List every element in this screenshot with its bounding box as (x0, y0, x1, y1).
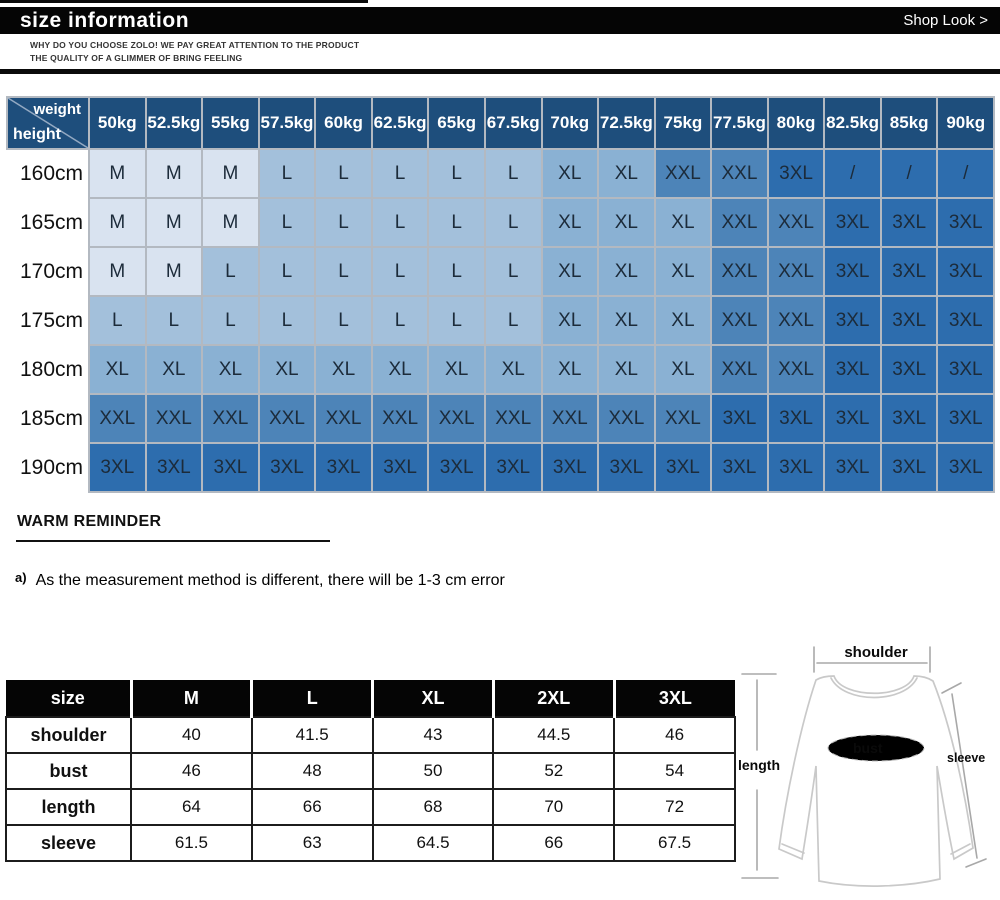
size-chart-row (7, 296, 994, 345)
measurement-value: 66 (252, 789, 373, 825)
size-chart-row (7, 345, 994, 394)
weight-header: 52.5kg (146, 97, 203, 149)
measurement-value: 43 (373, 717, 494, 753)
height-label: 160cm (7, 149, 89, 198)
tagline-line-1: WHY DO YOU CHOOSE ZOLO! WE PAY GREAT ATTENTION TO THE PRODUCT (30, 40, 360, 50)
measurement-row (6, 753, 735, 789)
weight-header: 90kg (937, 97, 994, 149)
size-cell: XXL (655, 149, 712, 198)
height-label: 190cm (7, 443, 89, 492)
size-cell: L (485, 198, 542, 247)
measurement-value: 64.5 (373, 825, 494, 861)
diagram-label-shoulder: shoulder (844, 644, 908, 661)
size-cell: M (146, 149, 203, 198)
size-cell: XXL (315, 394, 372, 443)
size-cell: 3XL (881, 345, 938, 394)
size-cell: XL (655, 247, 712, 296)
height-label: 185cm (7, 394, 89, 443)
note-marker: a) (15, 570, 27, 585)
weight-header: 50kg (89, 97, 146, 149)
size-cell: 3XL (824, 443, 881, 492)
measurement-row-label: shoulder (6, 717, 131, 753)
size-chart-row (7, 394, 994, 443)
size-cell: XXL (711, 198, 768, 247)
measurement-value: 46 (614, 717, 735, 753)
size-cell: / (937, 149, 994, 198)
measurement-value: 68 (373, 789, 494, 825)
weight-header: 75kg (655, 97, 712, 149)
height-label: 180cm (7, 345, 89, 394)
size-cell: XL (655, 198, 712, 247)
measurement-column-header: size (6, 680, 131, 717)
size-cell: XXL (202, 394, 259, 443)
size-cell: 3XL (824, 394, 881, 443)
size-cell: XXL (768, 296, 825, 345)
size-cell: M (146, 198, 203, 247)
size-cell: / (881, 149, 938, 198)
size-cell: L (259, 296, 316, 345)
height-label: 175cm (7, 296, 89, 345)
weight-header: 72.5kg (598, 97, 655, 149)
size-cell: XL (542, 296, 599, 345)
measurement-row (6, 789, 735, 825)
measurement-column-header: XL (373, 680, 494, 717)
size-cell: L (259, 198, 316, 247)
size-cell: XL (542, 149, 599, 198)
weight-header: 85kg (881, 97, 938, 149)
size-cell: XXL (711, 247, 768, 296)
size-cell: L (428, 149, 485, 198)
measurement-value: 66 (493, 825, 614, 861)
size-cell: 3XL (315, 443, 372, 492)
size-cell: XL (428, 345, 485, 394)
size-cell: XXL (711, 149, 768, 198)
top-strip (0, 0, 368, 3)
size-cell: 3XL (824, 296, 881, 345)
weight-header: 82.5kg (824, 97, 881, 149)
size-cell: 3XL (89, 443, 146, 492)
measurement-column-header: 3XL (614, 680, 735, 717)
measurement-value: 44.5 (493, 717, 614, 753)
size-cell: L (259, 149, 316, 198)
size-cell: L (259, 247, 316, 296)
size-chart-header-row (7, 97, 994, 149)
size-chart-row (7, 198, 994, 247)
size-cell: 3XL (768, 443, 825, 492)
size-cell: 3XL (937, 198, 994, 247)
measurement-row-label: bust (6, 753, 131, 789)
measurement-value: 63 (252, 825, 373, 861)
weight-height-corner-cell (7, 97, 89, 149)
size-cell: 3XL (881, 296, 938, 345)
weight-header: 77.5kg (711, 97, 768, 149)
measurement-value: 61.5 (131, 825, 252, 861)
measurement-column-header: M (131, 680, 252, 717)
weight-header: 62.5kg (372, 97, 429, 149)
size-cell: XXL (768, 247, 825, 296)
measurement-value: 67.5 (614, 825, 735, 861)
size-cell: 3XL (428, 443, 485, 492)
size-cell: L (146, 296, 203, 345)
size-cell: L (315, 198, 372, 247)
size-cell: L (202, 247, 259, 296)
size-cell: XXL (711, 296, 768, 345)
size-cell: M (202, 149, 259, 198)
size-cell: L (372, 198, 429, 247)
weight-header: 67.5kg (485, 97, 542, 149)
measurement-value: 48 (252, 753, 373, 789)
size-cell: L (372, 296, 429, 345)
size-cell: 3XL (937, 394, 994, 443)
size-cell: M (89, 149, 146, 198)
weight-header: 80kg (768, 97, 825, 149)
size-cell: XL (89, 345, 146, 394)
size-cell: XL (655, 296, 712, 345)
size-cell: 3XL (824, 198, 881, 247)
measurement-value: 46 (131, 753, 252, 789)
size-cell: XL (146, 345, 203, 394)
size-cell: XXL (542, 394, 599, 443)
size-cell: 3XL (937, 296, 994, 345)
size-cell: L (315, 149, 372, 198)
measurement-row-label: sleeve (6, 825, 131, 861)
size-cell: L (428, 247, 485, 296)
size-chart-row (7, 247, 994, 296)
size-cell: M (146, 247, 203, 296)
size-cell: L (372, 247, 429, 296)
shop-look-link[interactable]: Shop Look > (903, 12, 988, 29)
size-cell: XXL (768, 198, 825, 247)
size-cell: XL (372, 345, 429, 394)
size-cell: 3XL (937, 247, 994, 296)
size-cell: XL (598, 149, 655, 198)
measurements-header-row (6, 680, 735, 717)
size-chart-row (7, 149, 994, 198)
size-cell: XXL (259, 394, 316, 443)
tagline (30, 39, 359, 65)
diagram-label-bust: bust (853, 740, 883, 756)
size-cell: 3XL (598, 443, 655, 492)
size-cell: XL (598, 247, 655, 296)
reminder-note (15, 570, 505, 590)
measurement-value: 52 (493, 753, 614, 789)
size-cell: M (89, 247, 146, 296)
size-cell: 3XL (881, 247, 938, 296)
warm-reminder-title: WARM REMINDER (17, 513, 162, 530)
size-chart-row (7, 443, 994, 492)
size-cell: XL (598, 296, 655, 345)
size-cell: XL (315, 345, 372, 394)
height-label: 170cm (7, 247, 89, 296)
size-cell: 3XL (711, 394, 768, 443)
size-cell: XXL (655, 394, 712, 443)
page-title: size information (20, 8, 190, 32)
measurements-table (5, 680, 736, 862)
measurement-value: 70 (493, 789, 614, 825)
weight-header: 70kg (542, 97, 599, 149)
size-chart-header (7, 97, 994, 149)
size-cell: 3XL (372, 443, 429, 492)
measurement-value: 40 (131, 717, 252, 753)
size-cell: L (315, 296, 372, 345)
size-cell: L (428, 198, 485, 247)
measurement-value: 50 (373, 753, 494, 789)
size-cell: XXL (146, 394, 203, 443)
diagram-label-length: length (738, 757, 780, 773)
size-cell: XL (485, 345, 542, 394)
size-cell: XXL (89, 394, 146, 443)
size-cell: 3XL (937, 443, 994, 492)
size-cell: 3XL (202, 443, 259, 492)
size-chart-table (6, 96, 995, 493)
size-cell: 3XL (655, 443, 712, 492)
weight-header: 65kg (428, 97, 485, 149)
section-divider (0, 69, 1000, 74)
size-cell: 3XL (768, 149, 825, 198)
size-cell: XL (598, 198, 655, 247)
title-bar (0, 7, 1000, 34)
size-cell: 3XL (824, 247, 881, 296)
size-cell: XXL (485, 394, 542, 443)
corner-height-label: height (13, 126, 61, 143)
size-cell: L (428, 296, 485, 345)
measurements-header (6, 680, 735, 717)
measurement-value: 64 (131, 789, 252, 825)
measurement-row (6, 717, 735, 753)
size-cell: 3XL (146, 443, 203, 492)
size-cell: 3XL (711, 443, 768, 492)
weight-header: 60kg (315, 97, 372, 149)
size-cell: XL (259, 345, 316, 394)
size-cell: 3XL (485, 443, 542, 492)
size-cell: M (202, 198, 259, 247)
size-cell: L (485, 296, 542, 345)
size-cell: 3XL (768, 394, 825, 443)
corner-weight-label: weight (33, 101, 81, 118)
weight-header: 57.5kg (259, 97, 316, 149)
size-cell: L (372, 149, 429, 198)
size-cell: XL (542, 198, 599, 247)
size-cell: XL (542, 345, 599, 394)
size-cell: L (89, 296, 146, 345)
height-label: 165cm (7, 198, 89, 247)
measurement-value: 54 (614, 753, 735, 789)
diagram-label-sleeve: sleeve (947, 751, 986, 765)
size-cell: XL (542, 247, 599, 296)
size-cell: XXL (428, 394, 485, 443)
size-cell: 3XL (937, 345, 994, 394)
measurement-value: 72 (614, 789, 735, 825)
size-chart-body (7, 149, 994, 492)
size-cell: L (202, 296, 259, 345)
size-cell: L (485, 247, 542, 296)
size-cell: 3XL (881, 443, 938, 492)
size-cell: 3XL (881, 394, 938, 443)
note-text: As the measurement method is different, there will be 1-3 cm error (35, 572, 505, 589)
size-cell: XL (655, 345, 712, 394)
size-cell: M (89, 198, 146, 247)
tagline-line-2: THE QUALITY OF A GLIMMER OF BRING FEELING (30, 53, 243, 64)
size-cell: 3XL (881, 198, 938, 247)
size-cell: L (485, 149, 542, 198)
measurement-column-header: 2XL (493, 680, 614, 717)
measurement-row (6, 825, 735, 861)
weight-header: 55kg (202, 97, 259, 149)
measurement-value: 41.5 (252, 717, 373, 753)
size-cell: XXL (598, 394, 655, 443)
size-cell: XL (202, 345, 259, 394)
warm-reminder-underline (16, 540, 330, 542)
measurement-column-header: L (252, 680, 373, 717)
measurements-body (6, 717, 735, 861)
size-cell: 3XL (542, 443, 599, 492)
size-cell: / (824, 149, 881, 198)
size-cell: XL (598, 345, 655, 394)
size-cell: XXL (711, 345, 768, 394)
measurement-row-label: length (6, 789, 131, 825)
size-cell: 3XL (259, 443, 316, 492)
size-cell: XXL (372, 394, 429, 443)
size-cell: 3XL (824, 345, 881, 394)
size-cell: XXL (768, 345, 825, 394)
size-cell: L (315, 247, 372, 296)
